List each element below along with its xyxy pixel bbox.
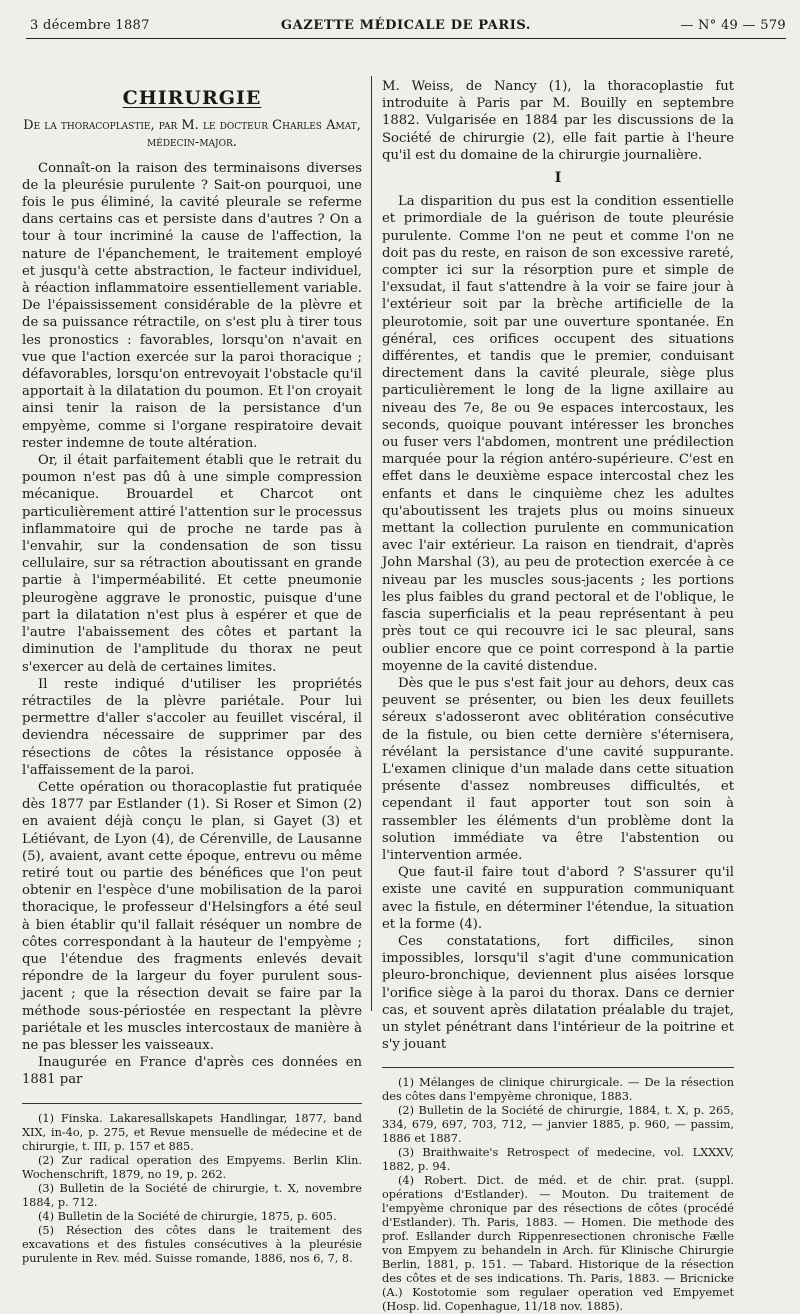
left-column [22,78,362,1266]
body-paragraph: La disparition du pus est la condition essentielle et primordiale de la guérison de toute pleurésie purulente. Comme l'on ne peut et comme l'on ne doit pas du reste, en raison de son excessive rareté, compter ici sur la résorption pure et simple de l'exsudat, il faut s'attendre à la voir se faire jour à l'extérieur soit par la brèche artificielle de la pleurotomie, soit par une ouverture spontanée. En général, ces orifices occupent des situations différentes, et tandis que le premier, conduisant directement dans la cavité pleurale, siège plus particulièrement le long de la ligne axillaire au niveau des 7e, 8e ou 9e espaces intercostaux, les seconds, quoique pouvant intéresser les bronches ou fuser vers l'abdomen, montrent une prédilection marquée pour la région antéro-supérieure. C'est en effet dans le deuxième espace intercostal chez les enfants et dans le cinquième chez les adultes qu'aboutissent les trajets plus ou moins sinueux mettant la collection purulente en communication avec l'air extérieur. La raison en tiendrait, d'après John Marshal (3), au peu de protection exercée à ce niveau par les muscles sous-jacents ; les portions les plus faibles du grand pectoral et de l'oblique, le fascia superficialis et la peau représentant à peu près tout ce qui recouvre ici le sac pleural, sans oublier encore que ce point correspond à la partie moyenne de la cavité distendue. [382,194,734,674]
issue-page-number: — N° 49 — 579 [680,18,786,33]
body-paragraph: Cette opération ou thoracoplastie fut pratiquée dès 1877 par Estlander (1). Si Roser et Simon (2) en avaient déjà conçu le plan, si Gayet (3) et Létiévant, de Lyon (4), de Cérenville, de Lausanne (5), avaient, avant cette époque, entrevu ou même retiré tout ou partie des bénéfices que l'on peut obtenir en l'espèce d'une mobilisation de la paroi thoracique, le professeur d'Helsingfors a été seul à bien établir qu'il fallait réséquer un nombre de côtes correspondant à la hauteur de l'empyème ; que l'étendue des fragments enlevés devait répondre de la largeur du foyer purulent sous-jacent ; que la résection devait se faire par la méthode sous-périostée en respectant la plèvre pariétale et les muscles intercostaux de manière à ne pas blesser les vaisseaux. [22,779,362,1053]
section-title: CHIRURGIE [122,87,262,109]
page-header [26,18,786,40]
body-paragraph: Inaugurée en France d'après ces données en 1881 par [22,1055,362,1088]
body-paragraph: Connaît-on la raison des terminaisons diverses de la pleurésie purulente ? Sait-on pourquoi, une fois le pus éliminé, la cavité pleurale se referme dans certains cas et persiste dans d'autres ? On a tour à tour incriminé la cause de l'affection, la nature de l'épanchement, le traitement employé et jusqu'à cette abstraction, le facteur individuel, à réaction inflammatoire essentiellement variable. De l'épaississement considérable de la plèvre et de sa puissance rétractile, on s'est plu à tirer tous les pronostics : favorables, lorsqu'on n'avait en vue que l'action exercée sur la paroi thoracique ; défavorables, lorsqu'on entrevoyait l'obstacle qu'il apportait à la dilatation du poumon. Et l'on croyait ainsi tenir la raison de la persistance d'un empyème, comme si l'organe respiratoire devait rester indemne de toute altération. [22,160,362,451]
footnote: (4) Robert. Dict. de méd. et de chir. prat. (suppl. opérations d'Estlander). — Mouton. Du traitement de l'empyème chronique par des résections de côtes (procédé d'Estlander). Th. Paris, 1883. — Homen. Die methode des prof. Esllander durch Rippenresectionen chronische Fælle von Empyem zu behandeln in Arch. für Klinische Chirurgie Berlin, 1881, p. 151. — Tabard. Historique de la résection des côtes et de ses indications. Th. Paris, 1883. — Bricnicke (A.) Kostotomie som regulaer operation ved Empyemet (Hosp. lid. Copenhague, 11/18 nov. 1885). [382,1174,734,1314]
footnote: (3) Braithwaite's Retrospect of medecine, vol. LXXXV, 1882, p. 94. [382,1146,734,1174]
right-column [382,78,734,1314]
footnote-rule [382,1067,734,1068]
body-paragraph: Il reste indiqué d'utiliser les propriétés rétractiles de la plèvre pariétale. Pour lui permettre d'aller s'accoler au feuillet viscéral, il deviendra nécessaire de supprimer par des résections de côtes la résistance opposée à l'affaissement de la paroi. [22,676,362,778]
footnote: (3) Bulletin de la Société de chirurgie, t. X, novembre 1884, p. 712. [22,1181,362,1209]
body-paragraph: Que faut-il faire tout d'abord ? S'assurer qu'il existe une cavité en suppuration communiquant avec la fistule, en déterminer l'étendue, la situation et la forme (4). [382,865,734,932]
article-subtitle: De la thoracoplastie, par M. le docteur Charles Amat, médecin-major. [23,118,361,151]
footnote: (5) Résection des côtes dans le traitement des excavations et des fistules consécutives à la pleurésie purulente in Rev. méd. Suisse romande, 1886, nos 6, 7, 8. [22,1223,362,1265]
journal-title: GAZETTE MÉDICALE DE PARIS. [280,18,532,33]
footnote: (4) Bulletin de la Société de chirurgie, 1875, p. 605. [38,1209,337,1223]
footnote: (1) Mélanges de clinique chirurgicale. — De la résection des côtes dans l'empyème chronique, 1883. [382,1076,734,1104]
issue-date: 3 décembre 1887 [30,18,150,33]
footnote: (2) Bulletin de la Société de chirurgie, 1884, t. X, p. 265, 334, 679, 697, 703, 712, — janvier 1885, p. 960, — passim, 1886 et 1887. [382,1104,734,1146]
body-paragraph: Dès que le pus s'est fait jour au dehors, deux cas peuvent se présenter, ou bien les deux feuillets séreux s'adosseront avec oblitération consécutive de la fistule, ou bien cette dernière s'éternisera, révélant la persistance d'une cavité suppurante. L'examen clinique d'un malade dans cette situation présente d'assez nombreuses difficultés, et cependant il faut apporter tout son soin à rassembler les éléments d'un problème dont la solution immédiate va être l'abstention ou l'intervention armée. [382,675,734,863]
column-divider [371,76,372,1011]
footnote: (1) Finska. Lakaresallskapets Handlingar, 1877, band XIX, in-4o, p. 275, et Revue mensuelle de médecine et de chirurgie, t. III, p. 157 et 885. [22,1111,362,1153]
footnote-rule [22,1103,362,1104]
footnote: (2) Zur radical operation des Empyems. Berlin Klin. Wochenschrift, 1879, no 19, p. 262. [22,1153,362,1181]
body-paragraph: Ces constatations, fort difficiles, sinon impossibles, lorsqu'il s'agit d'une communication pleuro-bronchique, deviennent plus aisées lorsque l'orifice siège à la paroi du thorax. Dans ce dernier cas, et souvent après dilatation préalable du trajet, un stylet pénétrant dans l'intérieur de la poitrine et s'y jouant [382,933,734,1053]
body-paragraph: M. Weiss, de Nancy (1), la thoracoplastie fut introduite à Paris par M. Bouilly en septembre 1882. Vulgarisée en 1884 par les discussions de la Société de chirurgie (2), elle fait partie à l'heure qu'il est du domaine de la chirurgie journalière. [382,79,734,163]
section-number: I [554,170,562,187]
header-rule [26,38,786,39]
body-paragraph: Or, il était parfaitement établi que le retrait du poumon n'est pas dû à une simple compression mécanique. Brouardel et Charcot ont particulièrement attiré l'attention sur le processus inflammatoire qui de proche ne tarde pas à l'envahir, sur la condensation de son tissu cellulaire, sur sa rétraction aboutissant en grande partie à l'imperméabilité. Et cette pneumonie pleurogène aggrave le pronostic, puisque d'une part la dilatation n'est plus à espérer et que de l'autre l'abaissement des côtes et partant la diminution de l'amplitude du thorax ne peut s'exercer au delà de certaines limites. [22,453,362,675]
